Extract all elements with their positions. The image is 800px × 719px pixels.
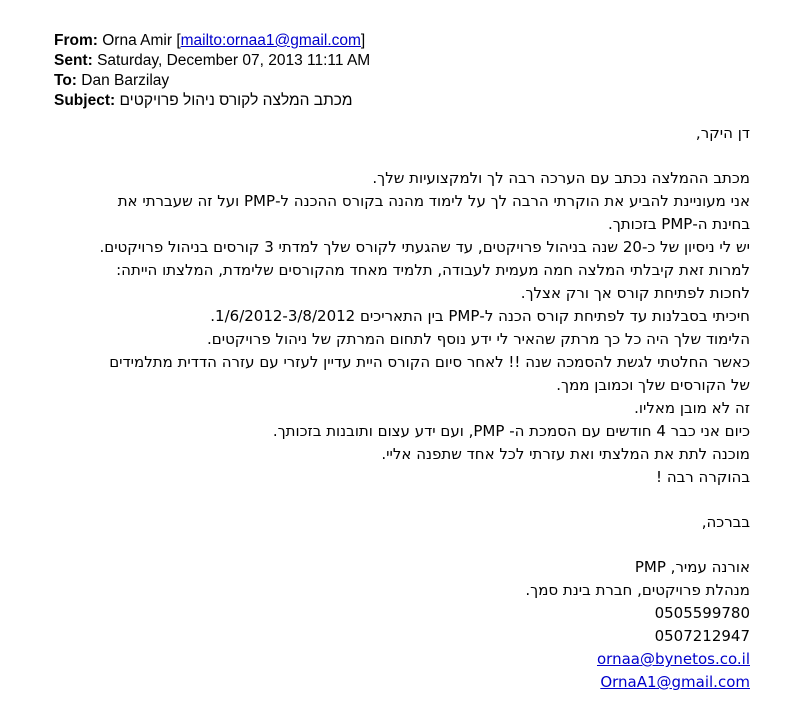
signature-title: מנהלת פרויקטים, חברת בינת סמך. [525,581,750,599]
email-body [40,122,750,694]
from-label: From: [54,32,98,49]
subject-label: Subject: [54,92,116,109]
sent-value: Saturday, December 07, 2013 11:11 AM [97,52,371,69]
to-value: Dan Barzilay [81,72,170,89]
body-line: למרות זאת קיבלתי המלצה חמה מעמית לעבודה, תלמיד מאחד מהקורסים שלימדת, המלצתו הייתה: [116,261,750,279]
to-label: To: [54,72,77,89]
body-line: מוכנה לתת את המלצתי ואת עזרתי לכל אחד שתפנה אליי. [381,445,750,463]
sent-label: Sent: [54,52,93,69]
body-line: לחכות לפתיחת קורס אך ורק אצלך. [520,284,750,302]
body-line: בהוקרה רבה ! [656,468,750,486]
from-bracket-close: ] [360,32,366,49]
body-line: זה לא מובן מאליו. [634,399,750,417]
subject-value: מכתב המלצה לקורס ניהול פרויקטים [119,92,353,109]
greeting: דן היקר, [695,124,750,142]
from-line [54,31,754,51]
from-name: Orna Amir [102,32,172,49]
email-header [54,31,754,111]
body-line: מכתב ההמלצה נכתב עם הערכה רבה לך ולמקצועיות שלך. [372,169,750,187]
subject-line [54,91,754,111]
body-line: של הקורסים שלך וכמובן ממך. [556,376,750,394]
body-line: הלימוד שלך היה כל כך מרתק שהאיר לי ידע נוסף לתחום המרתק של ניהול פרויקטים. [207,330,750,348]
body-line: אני מעוניינת להביע את הוקרתי הרבה לך על לימוד מהנה בקורס ההכנה ל-PMP ועל זה שעברתי את [117,192,750,210]
to-line [54,71,754,91]
body-line: חיכיתי בסבלנות עד לפתיחת קורס הכנה ל-PMP בין התאריכים 1/6/2012-3/8/2012. [210,307,750,325]
signature-phone-2: 0507212947 [654,627,750,645]
body-line: בחינת ה-PMP בזכותך. [607,215,750,233]
signature-phone-1: 0505599780 [654,604,750,622]
signature-email-gmail-link[interactable]: OrnaA1@gmail.com [600,673,750,691]
closing: בברכה, [701,513,750,531]
signature-name: אורנה עמיר, PMP [634,558,750,576]
from-bracket-open: [ [176,32,181,49]
from-email-link[interactable]: mailto:ornaa1@gmail.com [180,32,361,49]
signature-email-work-link[interactable]: ornaa@bynetos.co.il [596,650,750,668]
body-line: כיום אני כבר 4 חודשים עם הסמכת ה- PMP, ועם ידע עצום ותובנות בזכותך. [272,422,750,440]
sent-line [54,51,754,71]
body-line: יש לי ניסיון של כ-20 שנה בניהול פרויקטים, עד שהגעתי לקורס שלך למדתי 3 קורסים בניהול פרויקטים. [99,238,750,256]
body-line: כאשר החלטתי לגשת להסמכה שנה !! לאחר סיום הקורס היית עדיין לעזרי עם עזרה הדדית מתלמידים [109,353,750,371]
